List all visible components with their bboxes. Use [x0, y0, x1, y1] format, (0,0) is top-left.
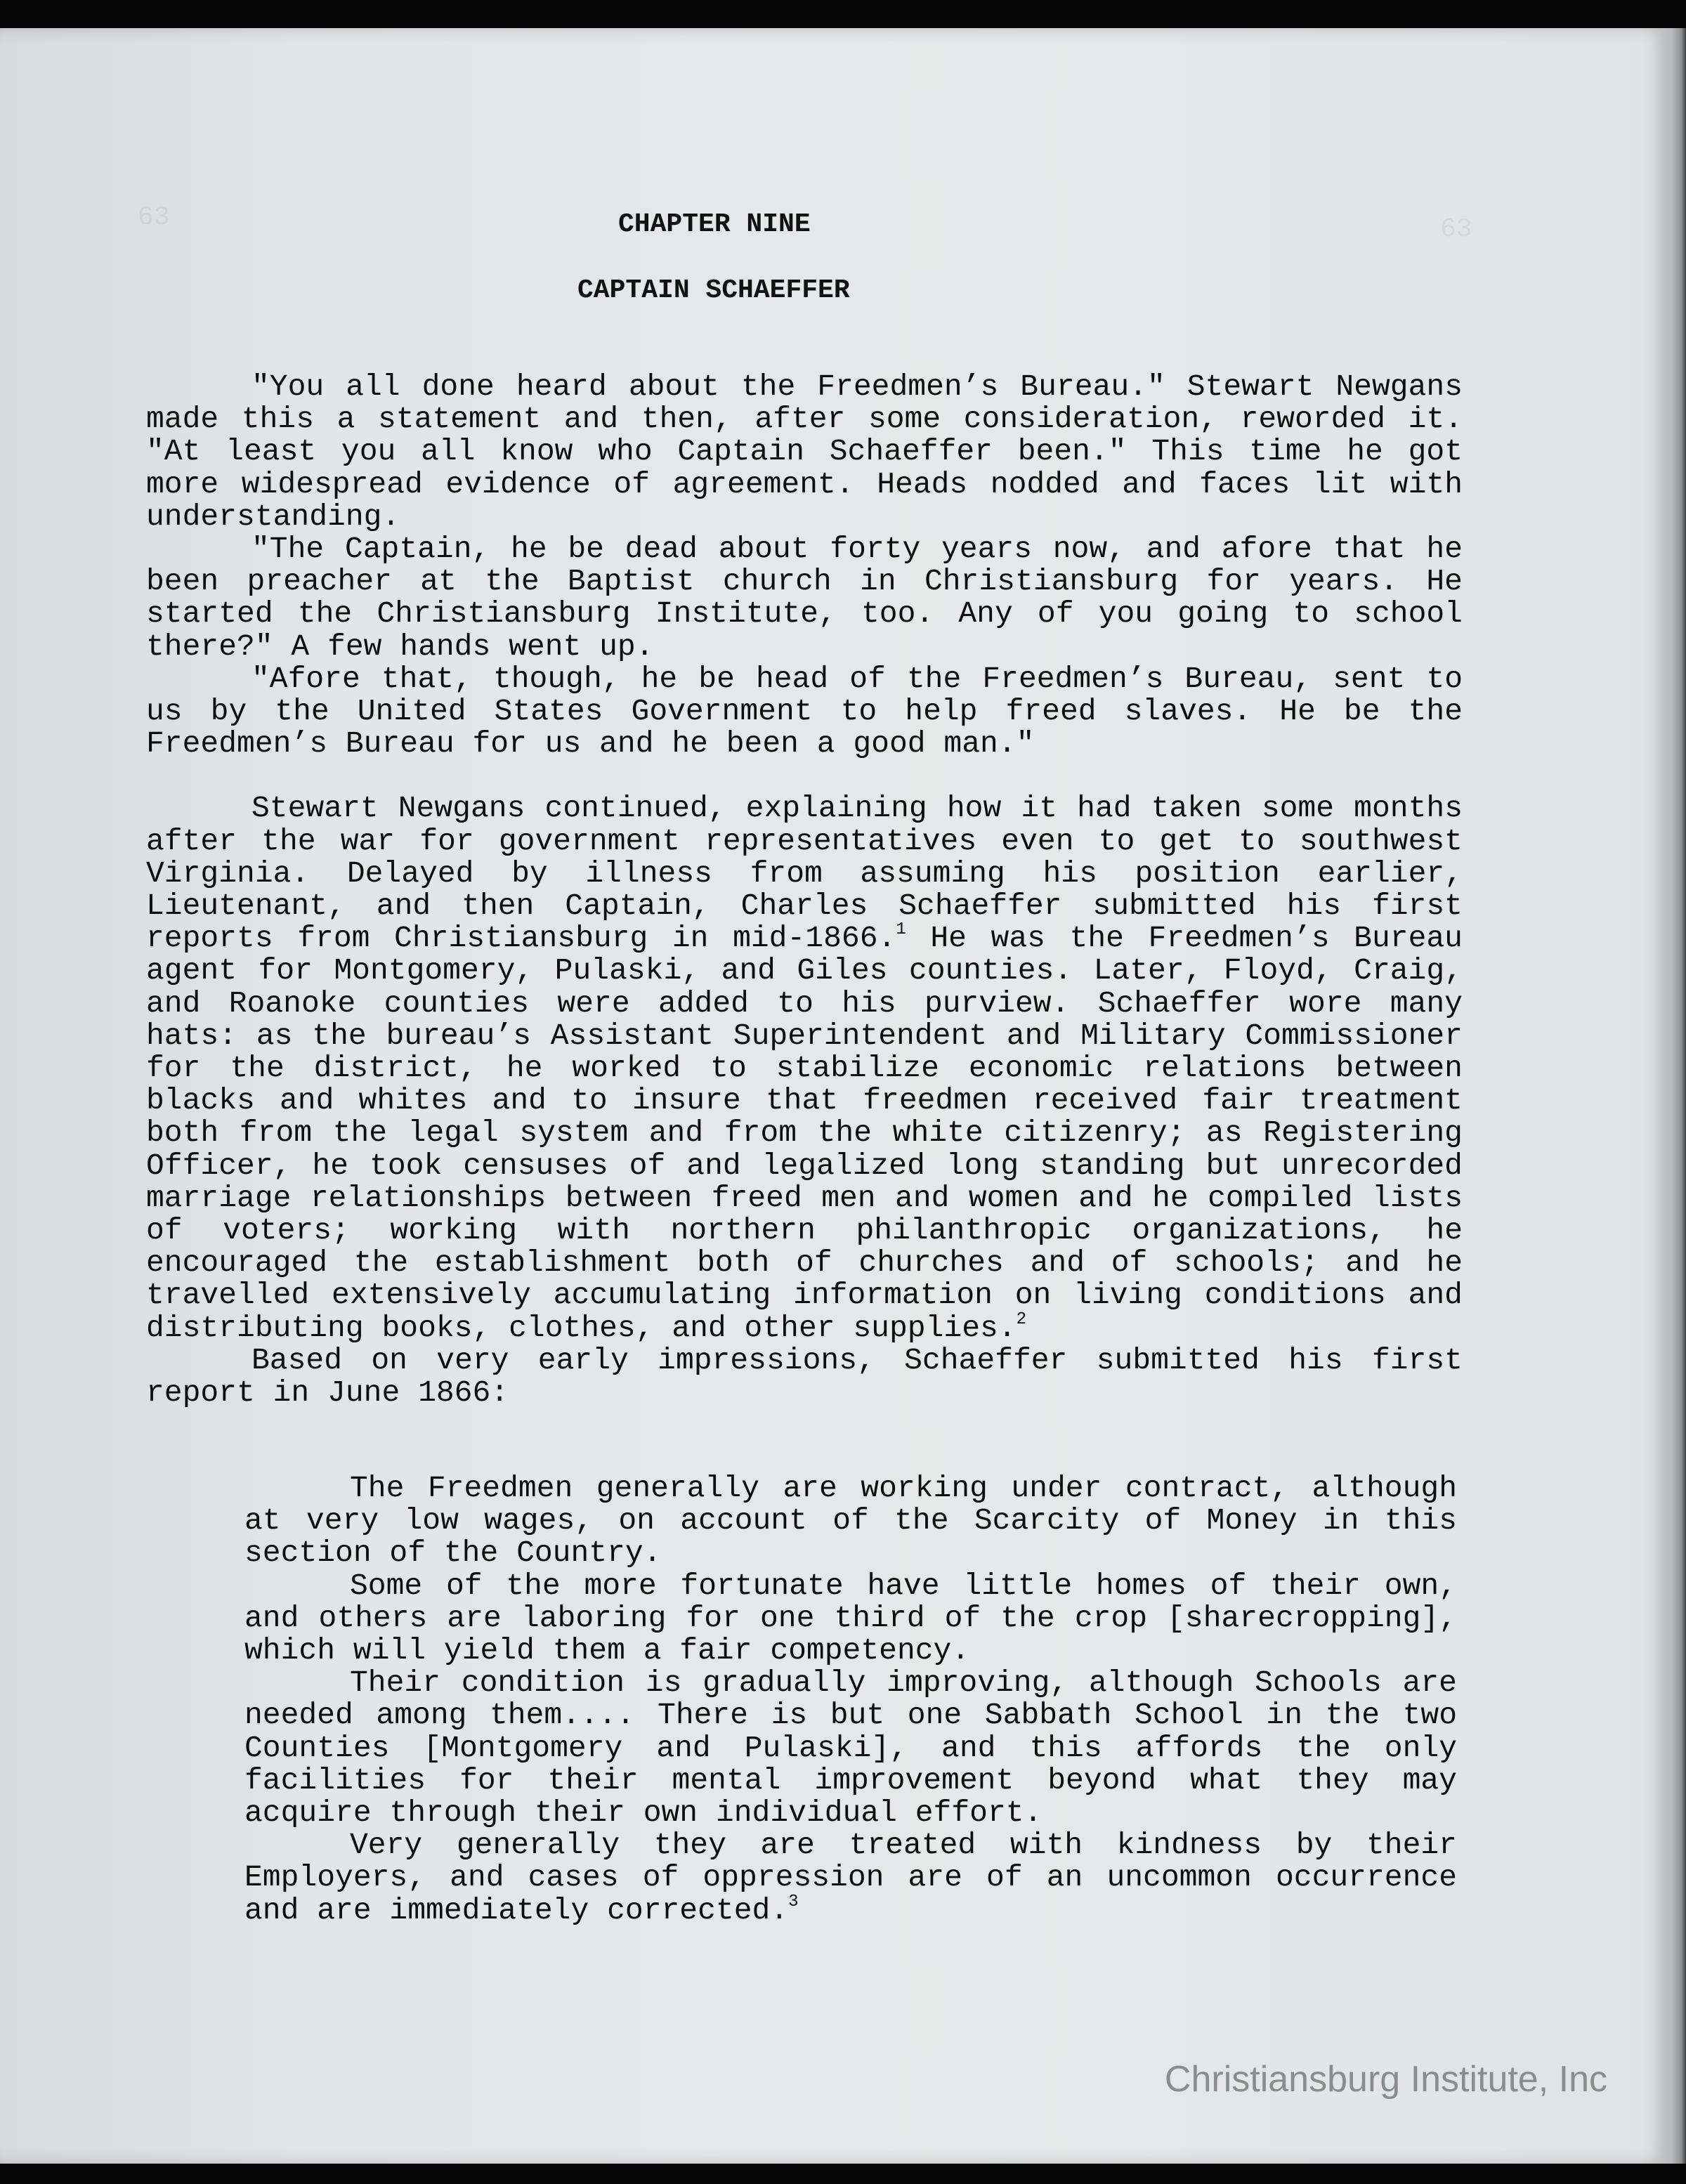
footnote-2: 2: [1016, 1309, 1027, 1329]
body-text: [146, 371, 1463, 1409]
narrative-paragraph-1: [146, 792, 1463, 1344]
chapter-title: CAPTAIN SCHAEFFER: [577, 275, 850, 306]
quote-paragraph-2: Some of the more fortunate have little homes of their own, and others are laboring for one third of the crop [sharecropping], which will yield them a fair competency.: [244, 1568, 1457, 1668]
narrative-paragraph-2: Based on very early impressions, Schaeffer submitted his first report in June 1866:: [146, 1342, 1463, 1411]
block-quote: [244, 1472, 1457, 1927]
bleed-through-page-number-left: 63: [138, 202, 170, 233]
bleed-through-page-number-right: 63: [1440, 214, 1472, 244]
dialogue-paragraph-1: "You all done heard about the Freedmen’s Bureau." Stewart Newgans made this a statement and then, after some consideration, reworded it. "At least you all know who Captain Schaeffer been." This time he got more widespread evidence of agreement. Heads nodded and faces lit with understanding.: [146, 370, 1463, 534]
quote-paragraph-4: [244, 1829, 1457, 1927]
quote-paragraph-3: Their condition is gradually improving, although Schools are needed among them.... There is but one Sabbath School in the two Counties [Montgomery and Pulaski], and this affords the only facilities for their mental improvement beyond what they may acquire through their own individual effort.: [244, 1666, 1457, 1831]
narrative-text-2: He was the Freedmen’s Bureau agent for Montgomery, Pulaski, and Giles counties. Later, Floyd, Craig, and Roanoke counties were added to his purview. Schaeffer wore many hats: as the bureau’s Assistant Superintendent and Military Commissioner for the district, he worked to stabilize economic relations between blacks and whites and to insure that freedmen received fair treatment both from the legal system and from the white citizenry; as Registering Officer, he took censuses of and legalized long standing but unrecorded marriage relationships between freed men and women and he compiled lists of voters; working with northern philanthropic organizations, he encouraged the establishment both of churches and of schools; and he travelled extensively accumulating information on living conditions and distributing books, clothes, and other supplies.: [146, 921, 1463, 1345]
quote-paragraph-1: The Freedmen generally are working under contract, although at very low wages, on account of the Scarcity of Money in this section of the Country.: [244, 1471, 1457, 1571]
chapter-number-heading: CHAPTER NINE: [618, 209, 811, 240]
quote-text-4: Very generally they are treated with kindness by their Employers, and cases of oppression are of an uncommon occurrence and are immediately corrected.: [244, 1828, 1457, 1928]
footnote-1: 1: [896, 920, 906, 940]
footnote-3: 3: [788, 1892, 799, 1911]
watermark: Christiansburg Institute, Inc: [1164, 2059, 1607, 2100]
dialogue-paragraph-3: "Afore that, though, he be head of the Freedmen’s Bureau, sent to us by the United States Government to help freed slaves. He be the Freedmen’s Bureau for us and he been a good man.": [146, 661, 1463, 761]
dialogue-paragraph-2: "The Captain, he be dead about forty years now, and afore that he been preacher at the Baptist church in Christiansburg for years. He started the Christiansburg Institute, too. Any of you going to school there?" A few hands went up.: [146, 532, 1463, 664]
page-edge: [1671, 28, 1686, 2164]
narrative-text-1: Stewart Newgans continued, explaining how it had taken some months after the war for government representatives even to get to southwest Virginia. Delayed by illness from assuming his position earlier, Lieutenant, and then Captain, Charles Schaeffer submitted his first reports from Christiansburg in mid-1866.: [146, 791, 1463, 956]
